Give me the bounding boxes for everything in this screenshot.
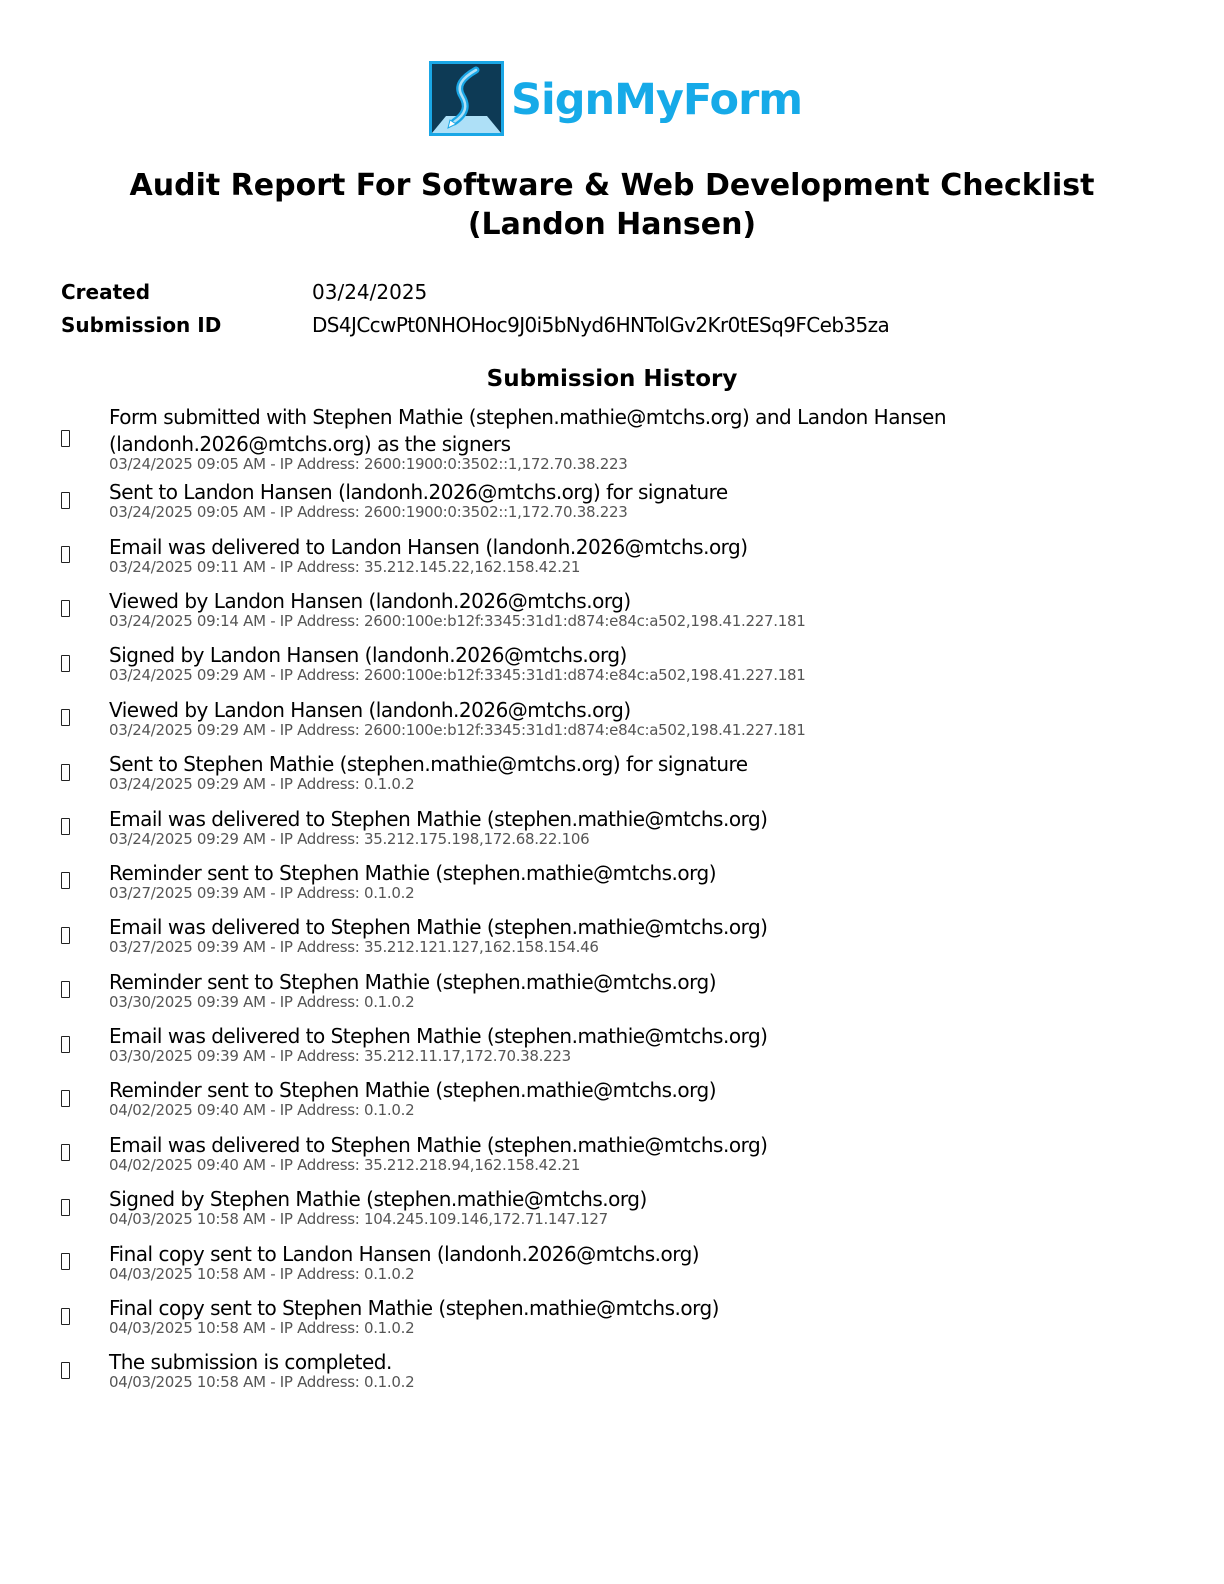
history-event <box>61 1343 1161 1397</box>
brand-name: SignMyForm <box>511 75 803 125</box>
history-event-detail: 03/27/2025 09:39 AM - IP Address: 0.1.0.2 <box>109 883 415 902</box>
missing-glyph-icon <box>61 1090 109 1107</box>
history-event-detail: 03/24/2025 09:29 AM - IP Address: 2600:100e:b12f:3345:31d1:d874:e84c:a502,198.41.227.181 <box>109 666 806 685</box>
history-event-body <box>109 697 805 739</box>
missing-glyph-icon <box>61 927 109 944</box>
created-value: 03/24/2025 <box>312 279 428 304</box>
history-event-detail: 04/03/2025 10:58 AM - IP Address: 104.245.109.146,172.71.147.127 <box>109 1210 608 1229</box>
history-event <box>61 799 1161 853</box>
history-event-body <box>109 479 728 521</box>
history-event-body <box>109 860 716 902</box>
history-event-detail: 03/27/2025 09:39 AM - IP Address: 35.212.121.127,162.158.154.46 <box>109 938 599 957</box>
history-event-text: Sent to Landon Hansen (landonh.2026@mtchs.org) for signature <box>109 480 728 505</box>
missing-glyph-icon <box>61 600 109 617</box>
report-title <box>0 166 1224 244</box>
submission-id-value: DS4JCcwPt0NHOHoc9J0i5bNyd6HNTolGv2Kr0tESq9FCeb35za <box>312 312 890 337</box>
history-event-body <box>109 1295 719 1337</box>
history-event-body <box>109 1349 414 1391</box>
history-event-body <box>109 1077 716 1119</box>
created-row <box>61 275 889 308</box>
history-event-body <box>109 534 748 576</box>
submission-history-title: Submission History <box>486 366 738 392</box>
history-event-text: Email was delivered to Stephen Mathie (stephen.mathie@mtchs.org) <box>109 1132 768 1157</box>
history-event <box>61 1017 1161 1071</box>
history-event-detail: 03/24/2025 09:05 AM - IP Address: 2600:1900:0:3502::1,172.70.38.223 <box>109 455 628 473</box>
history-event <box>61 1234 1161 1288</box>
history-event-body <box>109 1186 647 1228</box>
history-event-detail: 03/24/2025 09:05 AM - IP Address: 2600:1900:0:3502::1,172.70.38.223 <box>109 503 628 522</box>
created-label: Created <box>61 279 151 304</box>
history-event-detail: 03/30/2025 09:39 AM - IP Address: 0.1.0.2 <box>109 992 415 1011</box>
history-event-text: Reminder sent to Stephen Mathie (stephen.mathie@mtchs.org) <box>109 1078 717 1103</box>
missing-glyph-icon <box>61 1253 109 1270</box>
missing-glyph-icon <box>61 764 109 781</box>
history-event-detail: 03/24/2025 09:11 AM - IP Address: 35.212.145.22,162.158.42.21 <box>109 557 581 576</box>
submission-history-list <box>61 404 1161 1398</box>
missing-glyph-icon <box>61 818 109 835</box>
history-event-detail: 03/24/2025 09:14 AM - IP Address: 2600:100e:b12f:3345:31d1:d874:e84c:a502,198.41.227.181 <box>109 611 806 630</box>
history-event <box>61 1289 1161 1343</box>
history-event <box>61 473 1161 527</box>
history-event-body <box>109 588 805 630</box>
history-event-body <box>109 642 805 684</box>
report-meta <box>61 275 889 341</box>
history-event-text: Email was delivered to Landon Hansen (landonh.2026@mtchs.org) <box>109 534 748 559</box>
missing-glyph-icon <box>61 546 109 563</box>
history-event-text: Form submitted with Stephen Mathie (stephen.mathie@mtchs.org) and Landon Hansen (landonh.2026@mtchs.org) as the signers <box>109 405 947 456</box>
history-event-detail: 04/03/2025 10:58 AM - IP Address: 0.1.0.2 <box>109 1373 415 1392</box>
history-event-body <box>109 1241 699 1283</box>
history-event-text: Signed by Landon Hansen (landonh.2026@mtchs.org) <box>109 643 627 668</box>
history-event-text: Final copy sent to Stephen Mathie (stephen.mathie@mtchs.org) <box>109 1296 719 1321</box>
report-title-line2: (Landon Hansen) <box>467 207 757 242</box>
history-event-body <box>109 969 716 1011</box>
history-event-detail: 04/02/2025 09:40 AM - IP Address: 0.1.0.2 <box>109 1101 415 1120</box>
missing-glyph-icon <box>61 1362 109 1379</box>
missing-glyph-icon <box>61 709 109 726</box>
history-event-text: Reminder sent to Stephen Mathie (stephen.mathie@mtchs.org) <box>109 969 717 994</box>
history-event <box>61 1126 1161 1180</box>
history-event-text: Email was delivered to Stephen Mathie (stephen.mathie@mtchs.org) <box>109 806 768 831</box>
history-event-text: The submission is completed. <box>109 1350 392 1375</box>
history-event <box>61 527 1161 581</box>
history-event-detail: 03/24/2025 09:29 AM - IP Address: 35.212.175.198,172.68.22.106 <box>109 829 590 848</box>
history-event-detail: 03/24/2025 09:29 AM - IP Address: 2600:100e:b12f:3345:31d1:d874:e84c:a502,198.41.227.181 <box>109 720 806 739</box>
history-event-body <box>109 404 1161 473</box>
history-event-body <box>109 1132 767 1174</box>
history-event-text: Email was delivered to Stephen Mathie (stephen.mathie@mtchs.org) <box>109 915 768 940</box>
history-event <box>61 963 1161 1017</box>
missing-glyph-icon <box>61 872 109 889</box>
history-event <box>61 854 1161 908</box>
history-event-detail: 04/03/2025 10:58 AM - IP Address: 0.1.0.2 <box>109 1264 415 1283</box>
history-event-body <box>109 751 748 793</box>
missing-glyph-icon <box>61 1199 109 1216</box>
report-title-line1: Audit Report For Software & Web Development Checklist <box>129 168 1095 203</box>
missing-glyph-icon <box>61 430 109 447</box>
history-event-text: Viewed by Landon Hansen (landonh.2026@mtchs.org) <box>109 588 631 613</box>
history-event <box>61 1180 1161 1234</box>
missing-glyph-icon <box>61 655 109 672</box>
history-event <box>61 582 1161 636</box>
history-event <box>61 908 1161 962</box>
submission-id-label: Submission ID <box>61 312 222 337</box>
submission-id-row <box>61 308 889 341</box>
history-event <box>61 691 1161 745</box>
history-event-detail: 04/02/2025 09:40 AM - IP Address: 35.212.218.94,162.158.42.21 <box>109 1155 581 1174</box>
missing-glyph-icon <box>61 981 109 998</box>
missing-glyph-icon <box>61 492 109 509</box>
history-event <box>61 745 1161 799</box>
history-event-text: Viewed by Landon Hansen (landonh.2026@mtchs.org) <box>109 697 631 722</box>
history-event-body <box>109 806 767 848</box>
history-event-detail: 04/03/2025 10:58 AM - IP Address: 0.1.0.2 <box>109 1319 415 1338</box>
history-event-text: Reminder sent to Stephen Mathie (stephen.mathie@mtchs.org) <box>109 860 717 885</box>
signmyform-logo <box>429 61 802 136</box>
history-event-body <box>109 914 767 956</box>
history-event-detail: 03/30/2025 09:39 AM - IP Address: 35.212.11.17,172.70.38.223 <box>109 1047 571 1066</box>
history-event-text: Final copy sent to Landon Hansen (landonh.2026@mtchs.org) <box>109 1241 700 1266</box>
history-event <box>61 636 1161 690</box>
signature-pen-logo-icon <box>429 61 504 136</box>
history-event-text: Sent to Stephen Mathie (stephen.mathie@mtchs.org) for signature <box>109 752 748 777</box>
history-event <box>61 404 1161 473</box>
missing-glyph-icon <box>61 1308 109 1325</box>
history-event-detail: 03/24/2025 09:29 AM - IP Address: 0.1.0.2 <box>109 775 415 794</box>
history-event <box>61 1071 1161 1125</box>
history-event-body <box>109 1023 767 1065</box>
missing-glyph-icon <box>61 1036 109 1053</box>
history-event-text: Signed by Stephen Mathie (stephen.mathie@mtchs.org) <box>109 1187 647 1212</box>
history-event-text: Email was delivered to Stephen Mathie (stephen.mathie@mtchs.org) <box>109 1024 768 1049</box>
missing-glyph-icon <box>61 1144 109 1161</box>
